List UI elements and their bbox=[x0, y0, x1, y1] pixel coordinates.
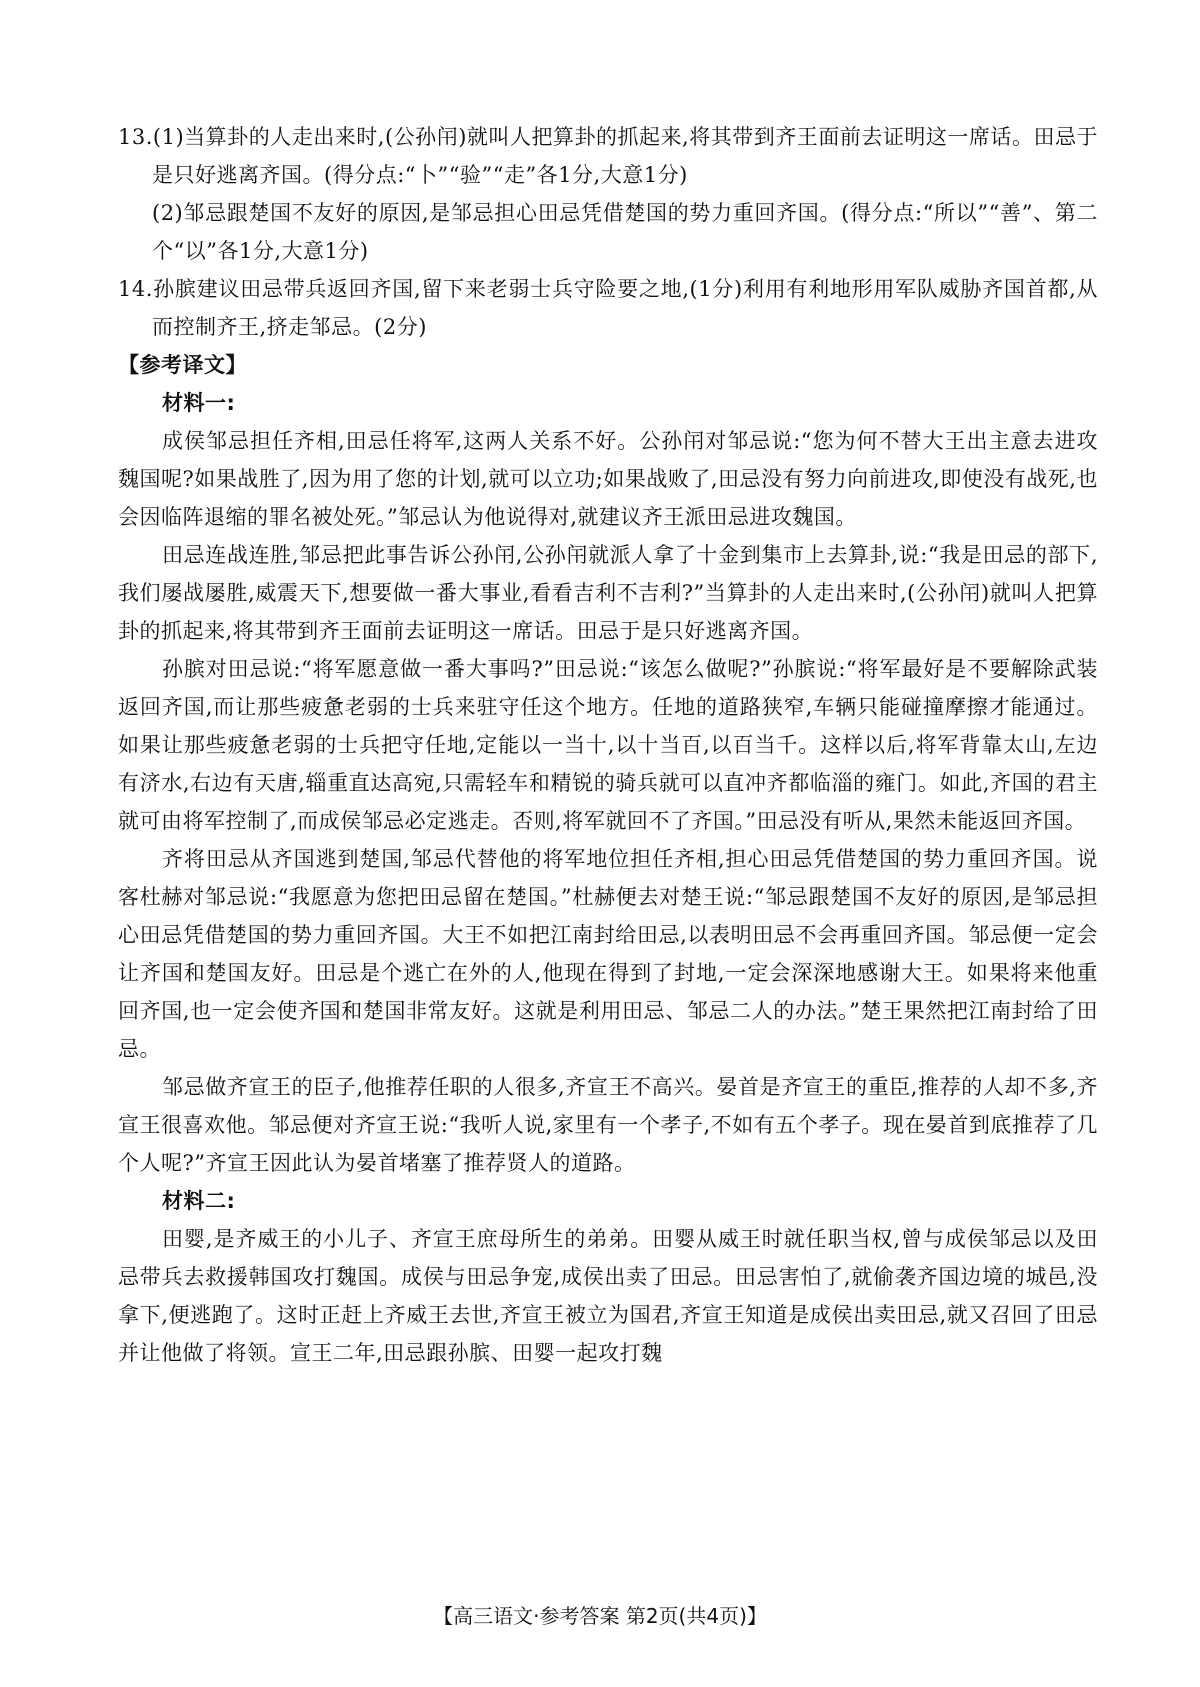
answer-13-1: 13.(1)当算卦的人走出来时,(公孙闬)就叫人把算卦的抓起来,将其带到齐王面前去证明这一席话。田忌于是只好逃离齐国。(得分点:“卜”“验”“走”各1分,大意1分) bbox=[118, 125, 1098, 187]
page-footer: 【高三语文·参考答案 第2页(共4页)】 bbox=[433, 1604, 767, 1628]
translation-heading: 【参考译文】 bbox=[118, 353, 247, 377]
material-1-title: 材料一: bbox=[162, 391, 236, 415]
material-1-paragraph-5: 邹忌做齐宣王的臣子,他推荐任职的人很多,齐宣王不高兴。晏首是齐宣王的重臣,推荐的人却不多,齐宣王很喜欢他。邹忌便对齐宣王说:“我听人说,家里有一个孝子,不如有五个孝子。现在晏首到底推荐了几个人呢?”齐宣王因此认为晏首堵塞了推荐贤人的道路。 bbox=[118, 1075, 1098, 1175]
material-2-title: 材料二: bbox=[162, 1189, 236, 1213]
material-1-paragraph-1: 成侯邹忌担任齐相,田忌任将军,这两人关系不好。公孙闬对邹忌说:“您为何不替大王出主意去进攻魏国呢?如果战胜了,因为用了您的计划,就可以立功;如果战败了,田忌没有努力向前进攻,即使没有战死,也会因临阵退缩的罪名被处死。”邹忌认为他说得对,就建议齐王派田忌进攻魏国。 bbox=[118, 429, 1098, 529]
material-1-paragraph-2: 田忌连战连胜,邹忌把此事告诉公孙闬,公孙闬就派人拿了十金到集市上去算卦,说:“我是田忌的部下,我们屡战屡胜,威震天下,想要做一番大事业,看看吉利不吉利?”当算卦的人走出来时,(公孙闬)就叫人把算卦的抓起来,将其带到齐王面前去证明这一席话。田忌于是只好逃离齐国。 bbox=[118, 543, 1098, 643]
material-1-paragraph-3: 孙膑对田忌说:“将军愿意做一番大事吗?”田忌说:“该怎么做呢?”孙膑说:“将军最好是不要解除武装返回齐国,而让那些疲惫老弱的士兵来驻守任这个地方。任地的道路狭窄,车辆只能碰撞摩擦才能通过。如果让那些疲惫老弱的士兵把守任地,定能以一当十,以十当百,以百当千。这样以后,将军背靠太山,左边有济水,右边有天唐,辎重直达高宛,只需轻车和精锐的骑兵就可以直冲齐都临淄的雍门。如此,齐国的君主就可由将军控制了,而成侯邹忌必定逃走。否则,将军就回不了齐国。”田忌没有听从,果然未能返回齐国。 bbox=[118, 657, 1098, 833]
page-content bbox=[118, 118, 1098, 1372]
answer-14: 14.孙膑建议田忌带兵返回齐国,留下来老弱士兵守险要之地,(1分)利用有利地形用军队威胁齐国首都,从而控制齐王,挤走邹忌。(2分) bbox=[118, 277, 1098, 339]
answer-13-2: (2)邹忌跟楚国不友好的原因,是邹忌担心田忌凭借楚国的势力重回齐国。(得分点:“所以”“善”、第二个“以”各1分,大意1分) bbox=[152, 201, 1098, 263]
material-1-paragraph-4: 齐将田忌从齐国逃到楚国,邹忌代替他的将军地位担任齐相,担心田忌凭借楚国的势力重回齐国。说客杜赫对邹忌说:“我愿意为您把田忌留在楚国。”杜赫便去对楚王说:“邹忌跟楚国不友好的原因,是邹忌担心田忌凭借楚国的势力重回齐国。大王不如把江南封给田忌,以表明田忌不会再重回齐国。邹忌便一定会让齐国和楚国友好。田忌是个逃亡在外的人,他现在得到了封地,一定会深深地感谢大王。如果将来他重回齐国,也一定会使齐国和楚国非常友好。这就是利用田忌、邹忌二人的办法。”楚王果然把江南封给了田忌。 bbox=[118, 847, 1098, 1061]
material-2-paragraph-1: 田婴,是齐威王的小儿子、齐宣王庶母所生的弟弟。田婴从威王时就任职当权,曾与成侯邹忌以及田忌带兵去救援韩国攻打魏国。成侯与田忌争宠,成侯出卖了田忌。田忌害怕了,就偷袭齐国边境的城邑,没拿下,便逃跑了。这时正赶上齐威王去世,齐宣王被立为国君,齐宣王知道是成侯出卖田忌,就又召回了田忌并让他做了将领。宣王二年,田忌跟孙膑、田婴一起攻打魏 bbox=[118, 1227, 1098, 1365]
